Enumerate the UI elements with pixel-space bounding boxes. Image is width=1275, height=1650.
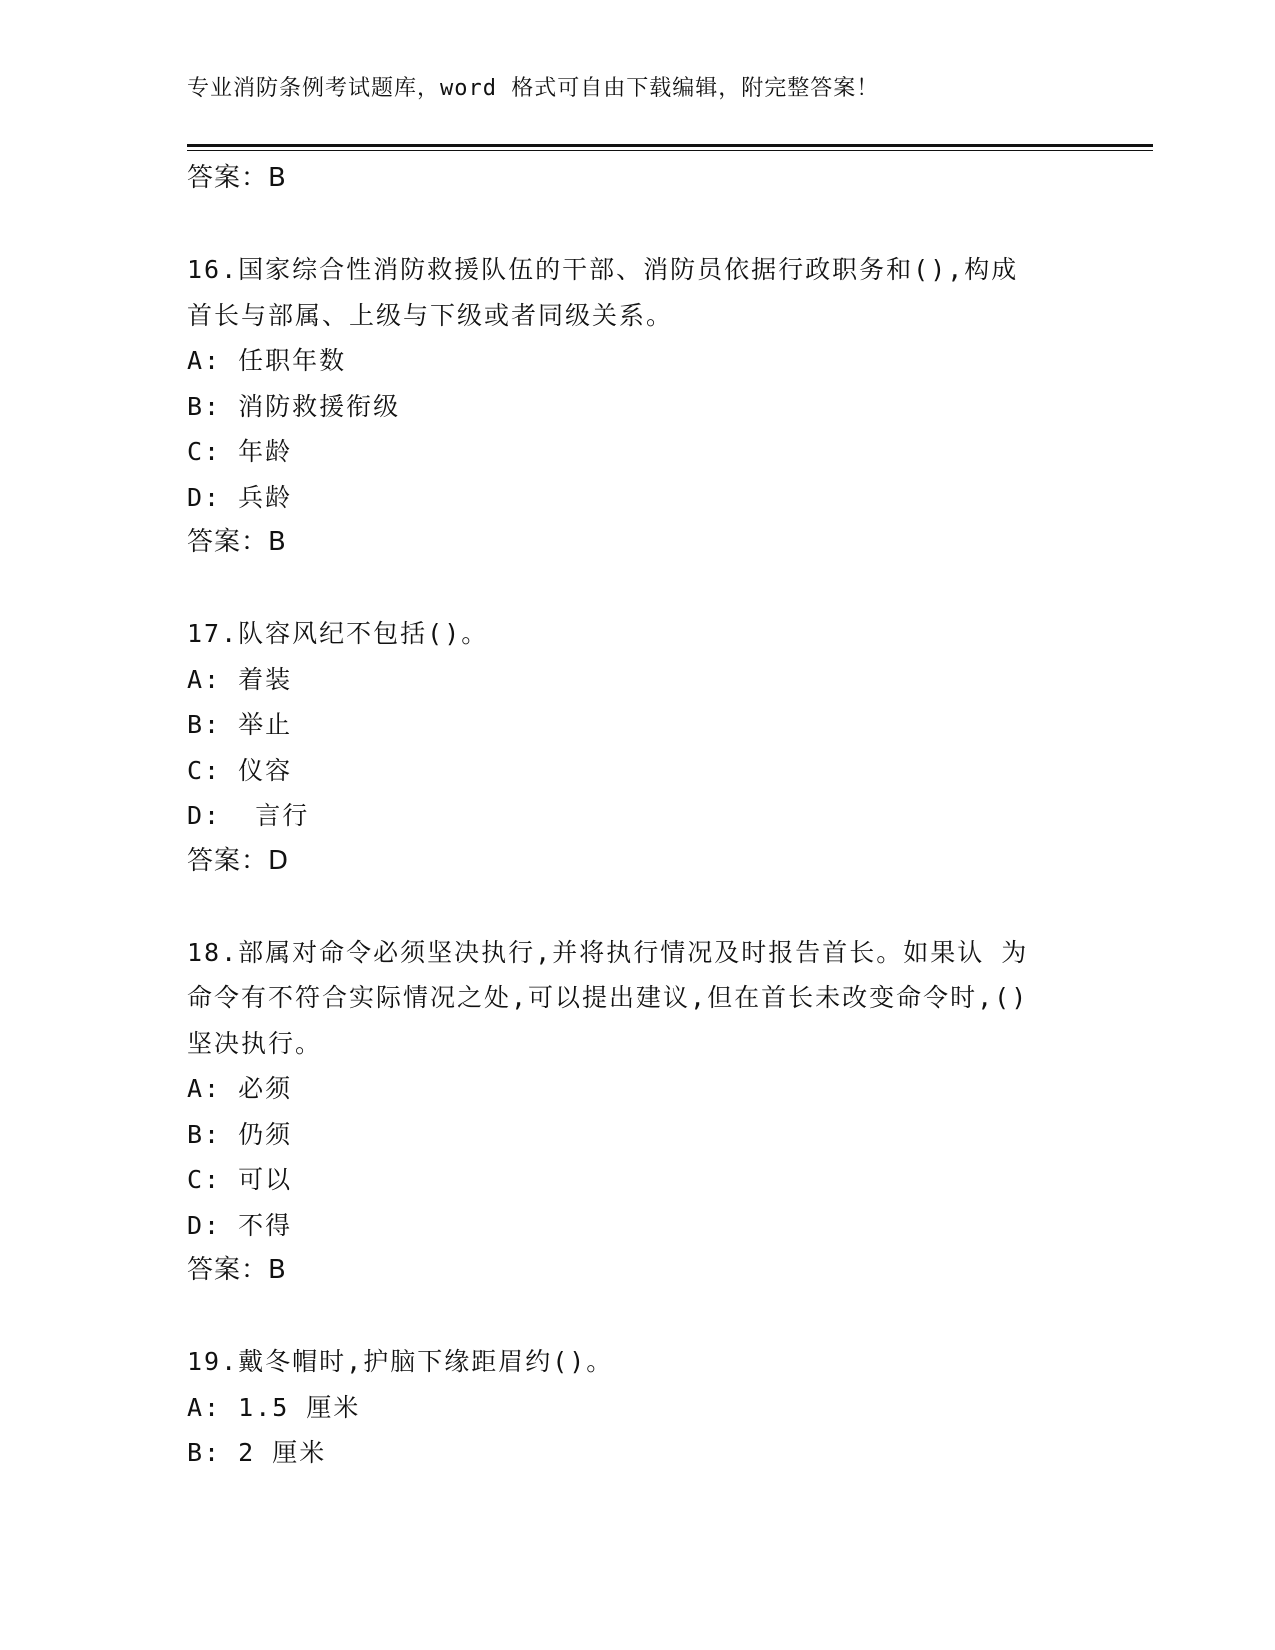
spacer <box>187 1294 1087 1340</box>
option-d: D: 兵龄 <box>187 482 293 512</box>
option-c: C: 仪容 <box>187 755 293 785</box>
header-rule-thin <box>187 150 1153 151</box>
option-d: D: 不得 <box>187 1210 293 1240</box>
option-a: A: 着装 <box>187 664 293 694</box>
option-c: C: 可以 <box>187 1165 293 1194</box>
question-text: 18.部属对命令必须坚决执行,并将执行情况及时报告首长。如果认 为 <box>187 937 1029 967</box>
question-17 <box>187 611 1087 884</box>
question-text: 首长与部属、上级与下级或者同级关系。 <box>187 300 674 330</box>
option-a: A: 任职年数 <box>187 346 347 375</box>
question-19 <box>187 1339 1087 1476</box>
spacer <box>187 202 1087 248</box>
answer-line: 答案：B <box>187 527 287 557</box>
answer-line: 答案：D <box>187 845 290 876</box>
option-b: B: 消防救援衔级 <box>187 391 401 421</box>
question-18 <box>187 930 1087 1294</box>
option-b: B: 2 厘米 <box>187 1438 327 1467</box>
header-rule-thick <box>187 144 1153 147</box>
spacer <box>187 566 1087 612</box>
question-text: 19.戴冬帽时,护脑下缘距眉约()。 <box>187 1347 614 1376</box>
option-d: D: 言行 <box>187 801 310 830</box>
question-text: 16.国家综合性消防救援队伍的干部、消防员依据行政职务和(),构成 <box>187 255 1019 284</box>
spacer <box>187 884 1087 930</box>
question-16 <box>187 247 1087 566</box>
answer-line: 答案：B <box>187 163 287 193</box>
option-b: B: 举止 <box>187 710 293 739</box>
page-header: 专业消防条例考试题库，word 格式可自由下载编辑，附完整答案！ <box>187 76 880 101</box>
option-a: A: 1.5 厘米 <box>187 1392 361 1422</box>
document-body <box>187 156 1087 1476</box>
question-text: 命令有不符合实际情况之处,可以提出建议,但在首长未改变命令时,() <box>187 983 1029 1012</box>
question-text: 坚决执行。 <box>187 1028 323 1058</box>
question-text: 17.队容风纪不包括()。 <box>187 619 489 648</box>
option-b: B: 仍须 <box>187 1119 293 1149</box>
answer-line: 答案：B <box>187 1255 287 1285</box>
option-c: C: 年龄 <box>187 437 293 466</box>
option-a: A: 必须 <box>187 1074 293 1103</box>
